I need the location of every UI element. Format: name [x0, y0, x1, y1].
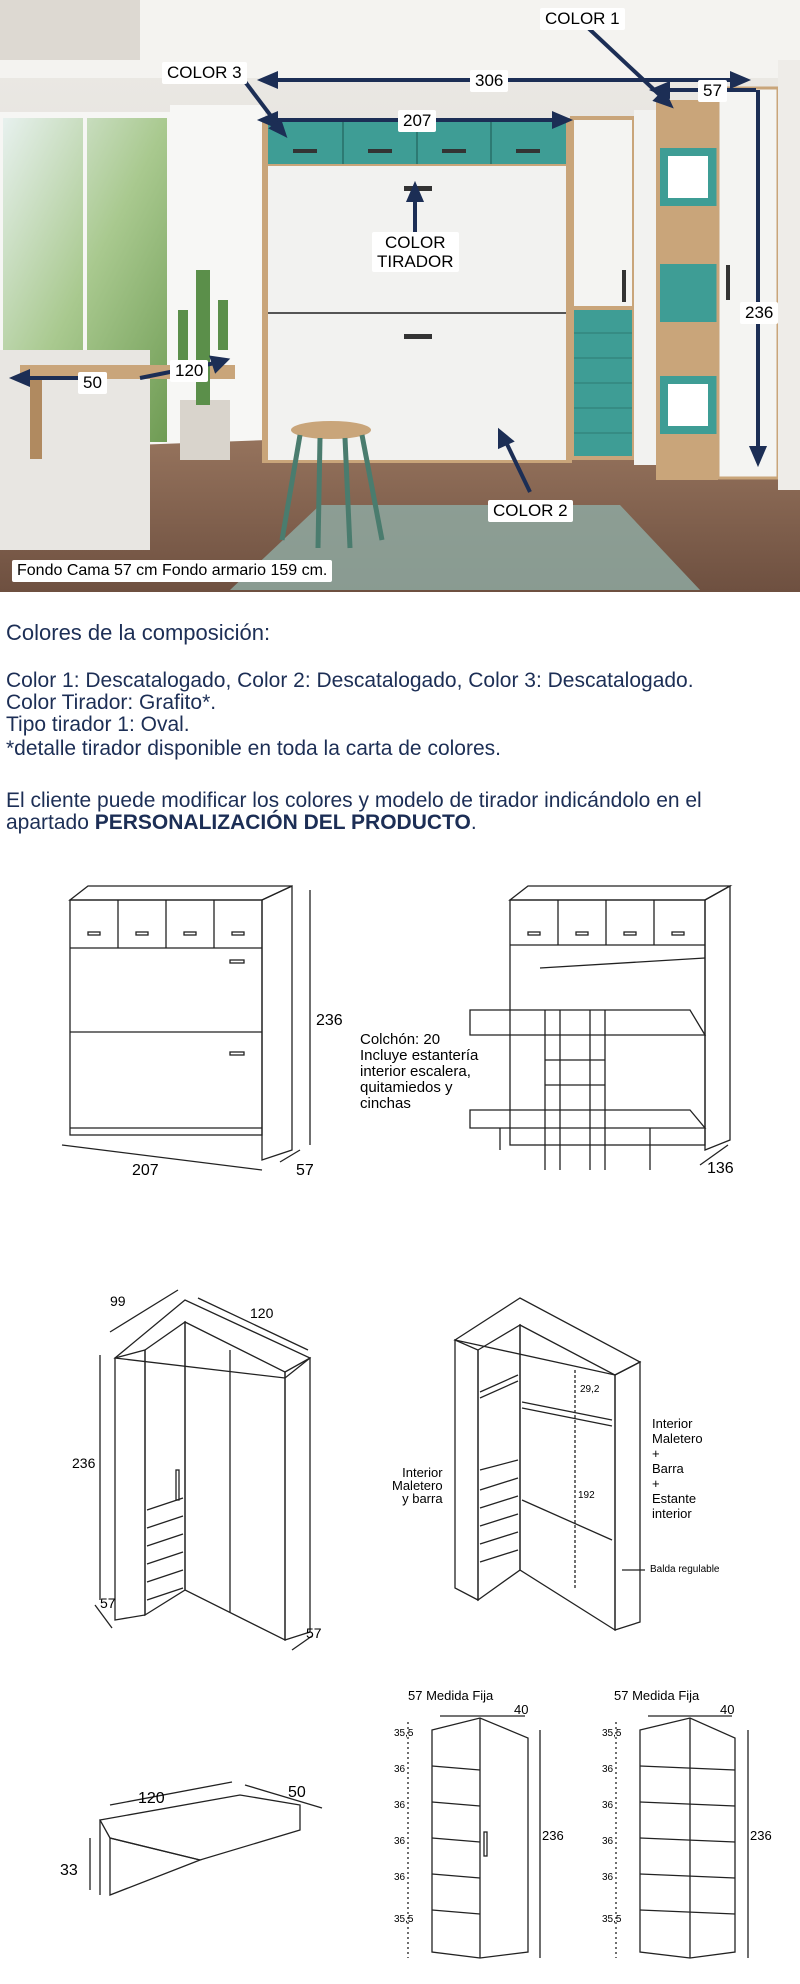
label-color-3: COLOR 3 [162, 62, 247, 84]
dimension-236: 236 [740, 302, 778, 324]
shelf-b-gap: 35,5 [602, 1728, 622, 1739]
bed-open-note: Colchón: 20 Incluye estantería interior escalera, quitamiedos y cinchas [360, 1031, 479, 1112]
colors-line: Color 1: Descatalogado, Color 2: Descatalogado, Color 3: Descatalogado. [6, 669, 694, 692]
shelf-a-gap: 35,5 [394, 1728, 414, 1739]
composition-heading: Colores de la composición: [6, 620, 271, 645]
shelf-a-depth: 40 [514, 1702, 529, 1717]
shelf-a-gap: 36 [394, 1764, 406, 1775]
shelf-b-gap: 36 [602, 1836, 614, 1847]
shelf-b-depth: 40 [720, 1702, 735, 1717]
wardrobe-depth-right: 57 [306, 1625, 322, 1641]
tirador-type-line: Tipo tirador 1: Oval. [6, 713, 190, 736]
shelf-a-gap: 36 [394, 1800, 406, 1811]
desk-height: 33 [60, 1862, 78, 1879]
shelf-b-gap: 35,5 [602, 1914, 622, 1925]
customization-line: El cliente puede modificar los colores y modelo de tirador indicándolo en el [6, 789, 702, 812]
customization-line-2: apartado PERSONALIZACIÓN DEL PRODUCTO. [6, 811, 477, 834]
shelf-note: Balda regulable [650, 1564, 720, 1575]
drawing-corner-wardrobe [95, 1290, 645, 1650]
label-color-tirador: COLOR TIRADOR [372, 232, 459, 272]
shelf-a-title: 57 Medida Fija [408, 1688, 494, 1703]
room-illustration [0, 0, 800, 592]
shelf-b-title: 57 Medida Fija [614, 1688, 700, 1703]
drawing-shelf-a [408, 1716, 748, 1958]
tirador-note-line: *detalle tirador disponible en toda la carta de colores. [6, 737, 501, 760]
tirador-color-line: Color Tirador: Grafito*. [6, 691, 217, 714]
photo-caption: Fondo Cama 57 cm Fondo armario 159 cm. [12, 560, 332, 582]
wardrobe-width: 120 [250, 1305, 274, 1321]
desk-depth: 50 [288, 1784, 306, 1801]
shelf-a-gap: 36 [394, 1872, 406, 1883]
interior-left-note: Interior Maletero y barra [392, 1465, 443, 1506]
dimension-desk-120: 120 [170, 360, 208, 382]
wardrobe-side: 99 [110, 1293, 126, 1309]
bed-open-depth: 136 [707, 1160, 734, 1177]
shelf-b-gap: 36 [602, 1872, 614, 1883]
interior-top-dim: 29,2 [580, 1384, 600, 1395]
product-photo [0, 0, 800, 592]
interior-right-note: Interior Maletero + Barra + Estante interior [652, 1416, 703, 1521]
interior-mid-dim: 192 [578, 1490, 595, 1501]
shelf-a-gap: 36 [394, 1836, 406, 1847]
personalization-link-text: PERSONALIZACIÓN DEL PRODUCTO [94, 811, 471, 834]
bed-closed-width: 207 [132, 1162, 159, 1179]
bed-closed-depth: 57 [296, 1162, 314, 1179]
dimension-desk-50: 50 [78, 372, 107, 394]
bed-closed-height: 236 [316, 1012, 343, 1029]
shelf-b-height: 236 [750, 1828, 772, 1843]
dimension-207: 207 [398, 110, 436, 132]
shelf-a-height: 236 [542, 1828, 564, 1843]
drawing-bed-closed [62, 886, 730, 1170]
shelf-b-gap: 36 [602, 1764, 614, 1775]
shelf-b-gap: 36 [602, 1800, 614, 1811]
label-color-2: COLOR 2 [488, 500, 573, 522]
wardrobe-height: 236 [72, 1455, 96, 1471]
shelf-a-gap: 35,5 [394, 1914, 414, 1925]
wardrobe-depth-left: 57 [100, 1595, 116, 1611]
dimension-306: 306 [470, 70, 508, 92]
dimension-57: 57 [698, 80, 727, 102]
desk-width: 120 [138, 1790, 165, 1807]
label-color-1: COLOR 1 [540, 8, 625, 30]
